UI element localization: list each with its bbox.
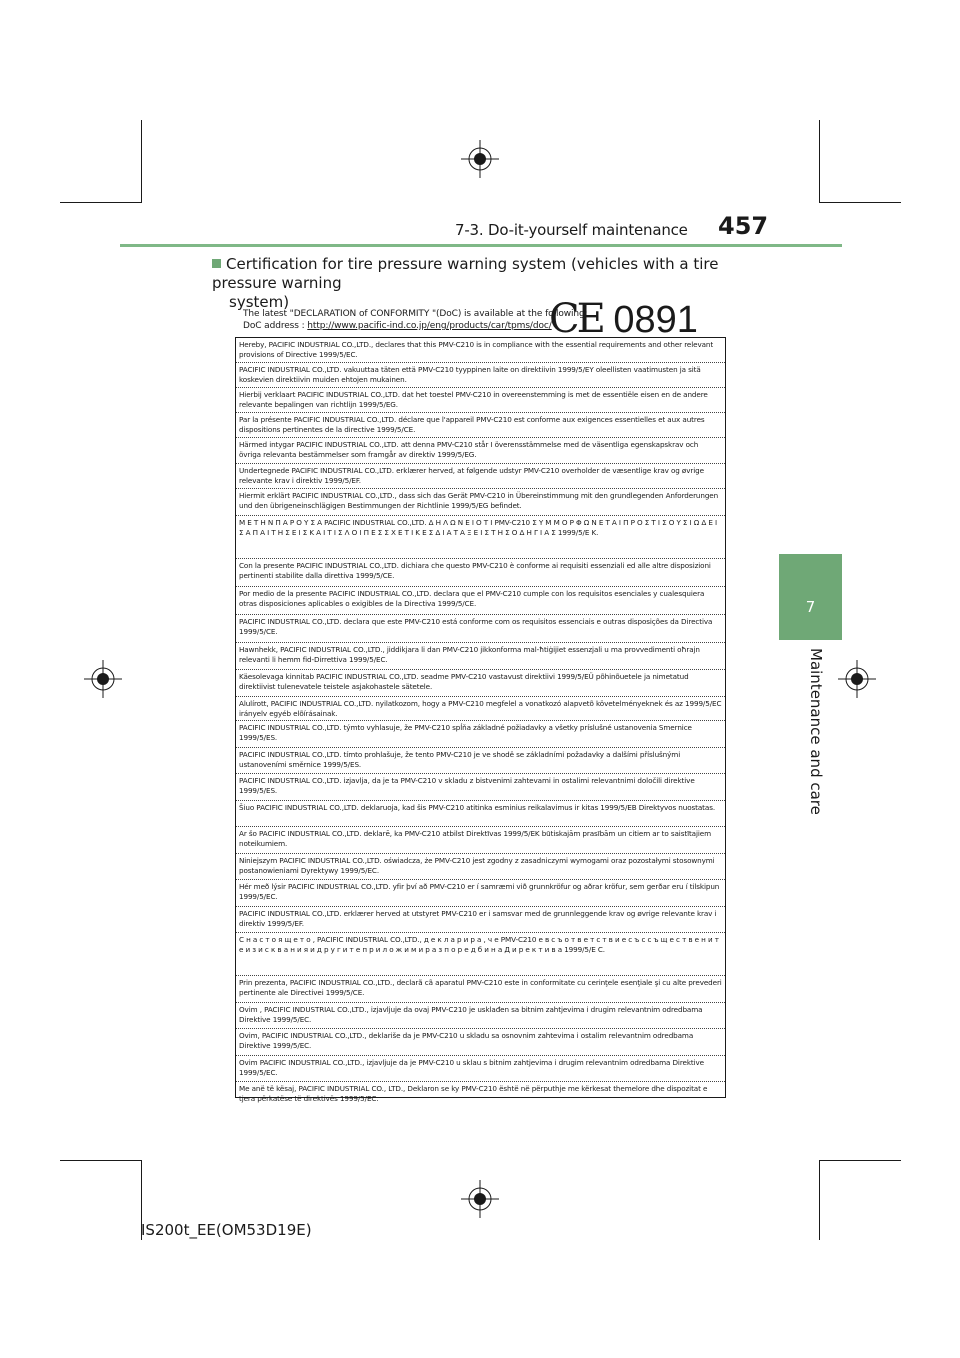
declaration-row: Undertegnede PACIFIC INDUSTRIAL CO.,LTD. erklærer herved, at følgende udstyr PMV-C210 overholder de væsentlige krav og øvrige relevante krav i direktiv 1999/5/EF.: [236, 464, 725, 489]
ce-mark-logo: [549, 298, 698, 340]
declaration-row: Par la présente PACIFIC INDUSTRIAL CO.,LTD. déclare que l'appareil PMV-C210 est conforme aux exigences essentielles et aux autres dispositions pertinentes de la directive 1999/5/CE.: [236, 413, 725, 438]
crop-mark: [819, 1160, 820, 1240]
doc-notice: The latest "DECLARATION of CONFORMITY "(DoC) is available at the following:: [243, 309, 588, 319]
heading-line-1: Certification for tire pressure warning system (vehicles with a tire pressure warning: [212, 255, 719, 292]
doc-url-link[interactable]: http://www.pacific-ind.co.jp/eng/products/car/tpms/doc/: [307, 321, 552, 331]
declaration-row: PACIFIC INDUSTRIAL CO.,LTD. vakuuttaa täten että PMV-C210 tyyppinen laite on direktiivin 1999/5/EY oleellisten vaatimusten ja sitä koskevien direktiivin muiden ehtojen mukainen.: [236, 363, 725, 388]
declaration-row: Hiermit erklärt PACIFIC INDUSTRIAL CO.,LTD., dass sich das Gerät PMV-C210 in Übereinstimmung mit den grundlegenden Anforderungen und den übrigeneinschlägigen Bestimmungen der Richtlinie 1999/5/EG befindet.: [236, 489, 725, 516]
crop-mark: [819, 1160, 901, 1161]
declaration-row: Niniejszym PACIFIC INDUSTRIAL CO.,LTD. oświadcza, że PMV-C210 jest zgodny z zasadniczymi wymogami oraz pozostałymi stosownymi postanowieniami Dyrektywy 1999/5/EC.: [236, 854, 725, 880]
ce-notified-body-number: 0891: [613, 299, 698, 341]
document-code: IS200t_EE(OM53D19E): [141, 1221, 312, 1239]
declaration-row: Hawnhekk, PACIFIC INDUSTRIAL CO.,LTD., jiddikjara li dan PMV-C210 jikkonforma mal-ħtiġijiet essenzjali u ma provvedimenti oħrajn relevanti li hemm fid-Dirrettiva 1999/5/EC.: [236, 643, 725, 670]
declaration-row: Me anë të kësaj, PACIFIC INDUSTRIAL CO., LTD., Deklaron se ky PMV-C210 është në përputhje me kërkesat themelore dhe dispozitat e tjera përkatëse të direktivës 1999/5/EC.: [239, 1084, 708, 1103]
declaration-row: Por medio de la presente PACIFIC INDUSTRIAL CO.,LTD. declara que el PMV-C210 cumple con los requisitos esenciales y cualesquiera otras disposiciones aplicables o exigibles de la Directiva 1999/5/CE.: [236, 587, 725, 615]
declaration-row: Šiuo PACIFIC INDUSTRIAL CO.,LTD. deklaruoja, kad šis PMV-C210 atitinka esminius reikalavimus ir kitas 1999/5/EB Direktyvos nuostatas.: [236, 801, 725, 827]
heading-bullet-icon: [212, 259, 221, 268]
declaration-row: Con la presente PACIFIC INDUSTRIAL CO.,LTD. dichiara che questo PMV-C210 è conforme ai requisiti essenziali ed alle altre disposizioni pertinenti stabilite dalla direttiva 1999/5/CE.: [236, 559, 725, 587]
declaration-row: Ovim, PACIFIC INDUSTRIAL CO.,LTD., deklariše da je PMV-C210 u skladu sa osnovnim zahtevima i ostalim relevantnim odredbama Direktive 1999/5/EC.: [236, 1029, 725, 1056]
ce-symbol: CE: [549, 296, 603, 342]
declaration-row: Hér með lýsir PACIFIC INDUSTRIAL CO.,LTD. yfir því að PMV-C210 er í samræmi við grunnkröfur og aðrar kröfur, sem gerðar eru í tilskipun 1999/5/EC.: [236, 880, 725, 907]
declaration-row: С н а с т о я щ е т о , PACIFIC INDUSTRIAL CO.,LTD., д е к л а р и р а , ч е PMV-C210 е в с ъ о т в е т с т в и е с ъ с с ъ щ е с т в е н и т е и з и с к в а н и я и д р у г и т е п р и л о ж и м и р а з п о р е д б и н а Д и р е к т и в а 1999/5/Е С.: [236, 933, 725, 976]
crop-mark: [819, 202, 901, 203]
declaration-row: Ar šo PACIFIC INDUSTRIAL CO.,LTD. deklarē, ka PMV-C210 atbilst Direktīvas 1999/5/EK būtiskajām prasībām un citiem ar to saistītajiem noteikumiem.: [236, 827, 725, 854]
doc-address: [243, 321, 552, 331]
section-title: 7-3. Do-it-yourself maintenance: [455, 221, 688, 239]
declaration-row: Ovim PACIFIC INDUSTRIAL CO.,LTD., izjavljuje da je PMV-C210 u sklau s bitnim zahtjevima i drugim relevantnim odredbama Direktive 1999/5/EC.: [236, 1056, 725, 1082]
registration-mark-icon: [461, 1180, 499, 1218]
crop-mark: [60, 1160, 142, 1161]
registration-mark-icon: [461, 140, 499, 178]
declaration-row: Prin prezenta, PACIFIC INDUSTRIAL CO.,LTD., declarã cã aparatul PMV-C210 este in conformitate cu cerinţele esenţiale şi cu alte prevederi pertinente ale Directivei 1999/5/CE.: [236, 976, 725, 1003]
crop-mark: [60, 202, 142, 203]
page-number: 457: [718, 212, 769, 240]
chapter-number: 7: [805, 598, 816, 616]
registration-mark-icon: [84, 660, 122, 698]
declaration-row: Härmed intygar PACIFIC INDUSTRIAL CO.,LTD. att denna PMV-C210 står I överensstämmelse med de väsentliga egenskapskrav och övriga relevanta bestämmelser som framgår av direktiv 1999/5/EG.: [236, 438, 725, 464]
chapter-title: Maintenance and care: [807, 648, 825, 815]
declaration-row: PACIFIC INDUSTRIAL CO.,LTD. declara que este PMV-C210 está conforme com os requisitos essenciais e outras disposições da Directiva 1999/5/CE.: [236, 615, 725, 643]
crop-mark: [819, 120, 820, 202]
crop-mark: [141, 120, 142, 202]
declaration-row: Hereby, PACIFIC INDUSTRIAL CO.,LTD., declares that this PMV-C210 is in compliance with the essential requirements and other relevant provisions of Directive 1999/5/EC.: [236, 338, 725, 363]
declaration-row: Käesolevaga kinnitab PACIFIC INDUSTRIAL CO.,LTD. seadme PMV-C210 vastavust direktiivi 1999/5/EÜ põhinõuetele ja nimetatud direktiivist tulenevatele teistele asjakohastele sätetele.: [236, 670, 725, 697]
declaration-row: Ovim , PACIFIC INDUSTRIAL CO.,LTD., izjavljuje da ovaj PMV-C210 je usklađen sa bitnim zahtjevima i drugim relevantnim odredbama Direktive 1999/5/EC.: [236, 1003, 725, 1029]
registration-mark-icon: [838, 660, 876, 698]
declaration-row: Alulírott, PACIFIC INDUSTRIAL CO.,LTD. nyilatkozom, hogy a PMV-C210 megfelel a vonatkozó alapvetõ követelményeknek és az 1999/5/EC irányelv egyéb elõírásainak.: [236, 697, 725, 721]
declaration-row: PACIFIC INDUSTRIAL CO.,LTD. tímto prohlašuje, že tento PMV-C210 je ve shodě se základními požadavky a dalšími příslušnými ustanoveními směrnice 1999/5/ES.: [236, 748, 725, 774]
header-rule: [120, 244, 842, 247]
chapter-tab: [779, 554, 842, 640]
declaration-row: Hierbij verklaart PACIFIC INDUSTRIAL CO.,LTD. dat het toestel PMV-C210 in overeenstemming is met de essentiële eisen en de andere relevante bepalingen van richtlijn 1999/5/EG.: [236, 388, 725, 413]
heading-line-2: system): [229, 293, 290, 311]
declarations-table: [235, 337, 726, 1103]
declaration-row: PACIFIC INDUSTRIAL CO.,LTD. izjavlja, da je ta PMV-C210 v skladu z bistvenimi zahtevami in ostalimi relevantnimi določili direktive 1999/5/ES.: [236, 774, 725, 801]
declaration-row: Μ Ε Τ Η Ν Π Α Ρ Ο Υ Σ Α PACIFIC INDUSTRIAL CO.,LTD. Δ Η Λ Ω Ν Ε Ι Ο Τ Ι PMV-C210 Σ Υ Μ Μ Ο Ρ Φ Ω Ν Ε Τ Α Ι Π Ρ Ο Σ Τ Ι Σ Ο Υ Σ Ι Ω Δ Ε Ι Σ Α Π Α Ι Τ Η Σ Ε Ι Σ Κ Α Ι Τ Ι Σ Λ Ο Ι Π Ε Σ Σ Χ Ε Τ Ι Κ Ε Σ Δ Ι Α Τ Α Ξ Ε Ι Σ Τ Η Σ Ο Δ Η Γ Ι Α Σ 1999/5/Ε Κ.: [236, 516, 725, 559]
doc-address-label: DoC address :: [243, 321, 308, 331]
declaration-row: PACIFIC INDUSTRIAL CO.,LTD. týmto vyhlasuje, že PMV-C210 spĺňa základné požiadavky a všetky príslušné ustanovenia Smernice 1999/5/ES.: [236, 721, 725, 748]
declaration-row: PACIFIC INDUSTRIAL CO.,LTD. erklærer herved at utstyret PMV-C210 er i samsvar med de grunnleggende krav og øvrige relevante krav i direktiv 1999/5/EF.: [236, 907, 725, 933]
